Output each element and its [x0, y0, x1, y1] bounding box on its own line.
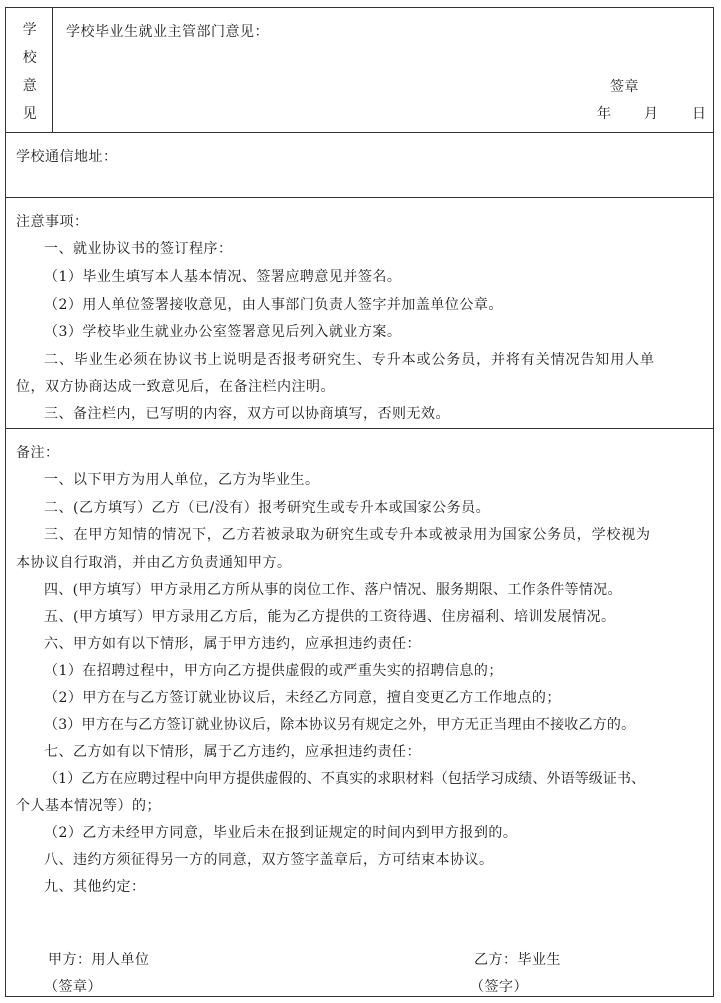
side-label-char: 学 [22, 22, 38, 38]
remarks-line: （2）甲方在与乙方签订就业协议后，未经乙方同意，擅自变更乙方工作地点的； [44, 690, 561, 706]
side-label-char: 意 [22, 78, 38, 94]
remarks-line: 九、其他约定： [44, 879, 146, 895]
remarks-line: 五、(甲方填写）甲方录用乙方后，能为乙方提供的工资待遇、住房福利、培训发展情况。 [44, 609, 616, 625]
remarks-line: 本协议自行取消，并由乙方负责通知甲方。 [16, 555, 292, 571]
party-a-sign: （签章） [44, 979, 102, 995]
remarks-line: 八、违约方须征得另一方的同意，双方签字盖章后，方可结束本协议。 [44, 852, 494, 868]
divider [6, 132, 713, 133]
divider [6, 428, 713, 429]
divider [6, 197, 713, 198]
remarks-line: 四、(甲方填写）甲方录用乙方所从事的岗位工作、落户情况、服务期限、工作条件等情况。 [44, 582, 622, 598]
notes-line: 一、就业协议书的签订程序： [44, 241, 233, 257]
remarks-line: 六、甲方如有以下情形，属于甲方违约，应承担违约责任： [44, 636, 421, 652]
school-address-label: 学校通信地址： [16, 149, 118, 165]
remarks-line: 个人基本情况等）的； [16, 798, 161, 814]
date-month: 月 [644, 106, 659, 122]
notes-line: 二、毕业生必须在协议书上说明是否报考研究生、专升本或公务员，并将有关情况告知用人单 [44, 352, 655, 368]
remarks-line: 二、(乙方填写）乙方（已/没有）报考研究生或专升本或国家公务员。 [44, 500, 491, 516]
notes-line: （3）学校毕业生就业办公室签署意见后列入就业方案。 [44, 324, 402, 340]
date-day: 日 [692, 106, 707, 122]
remarks-line: （1）乙方在应聘过程中向甲方提供虚假的、不真实的求职材料（包括学习成绩、外语等级证书、 [44, 771, 646, 787]
remarks-line: 三、在甲方知情的情况下，乙方若被录取为研究生或专升本或被录用为国家公务员，学校视为 [44, 527, 651, 543]
date-year: 年 [597, 106, 612, 122]
school-address-input[interactable] [126, 143, 686, 167]
notes-line: （2）用人单位签署接收意见，由人事部门负责人签字并加盖单位公章。 [44, 297, 503, 313]
remarks-title: 备注： [16, 445, 60, 461]
party-b-sign: （签字） [470, 979, 528, 995]
notes-line: 三、备注栏内，已写明的内容，双方可以协商填写，否则无效。 [44, 406, 450, 422]
remarks-line: 七、乙方如有以下情形，属于乙方违约，应承担违约责任： [44, 744, 421, 760]
stamp-label: 签章 [610, 79, 639, 95]
remarks-line: （3）甲方在与乙方签订就业协议后，除本协议另有规定之外，甲方无正当理由不接收乙方的。 [44, 717, 636, 733]
side-divider [52, 8, 53, 132]
agreement-form [5, 7, 714, 997]
notes-title: 注意事项： [16, 214, 89, 230]
remarks-line: （1）在招聘过程中，甲方向乙方提供虚假的或严重失实的招聘信息的； [44, 663, 503, 679]
school-opinion-label: 学校毕业生就业主管部门意见： [66, 24, 269, 40]
notes-line: （1）毕业生填写本人基本情况、签署应聘意见并签名。 [44, 269, 402, 285]
side-label-char: 见 [22, 106, 38, 122]
notes-line: 位，双方协商达成一致意见后，在备注栏内注明。 [16, 379, 335, 395]
remarks-line: 一、以下甲方为用人单位，乙方为毕业生。 [44, 472, 320, 488]
remarks-line: （2）乙方未经甲方同意，毕业后未在报到证规定的时间内到甲方报到的。 [44, 825, 518, 841]
party-b-label: 乙方：毕业生 [474, 952, 561, 968]
party-a-label: 甲方：用人单位 [48, 952, 150, 968]
side-label-char: 校 [22, 50, 38, 66]
